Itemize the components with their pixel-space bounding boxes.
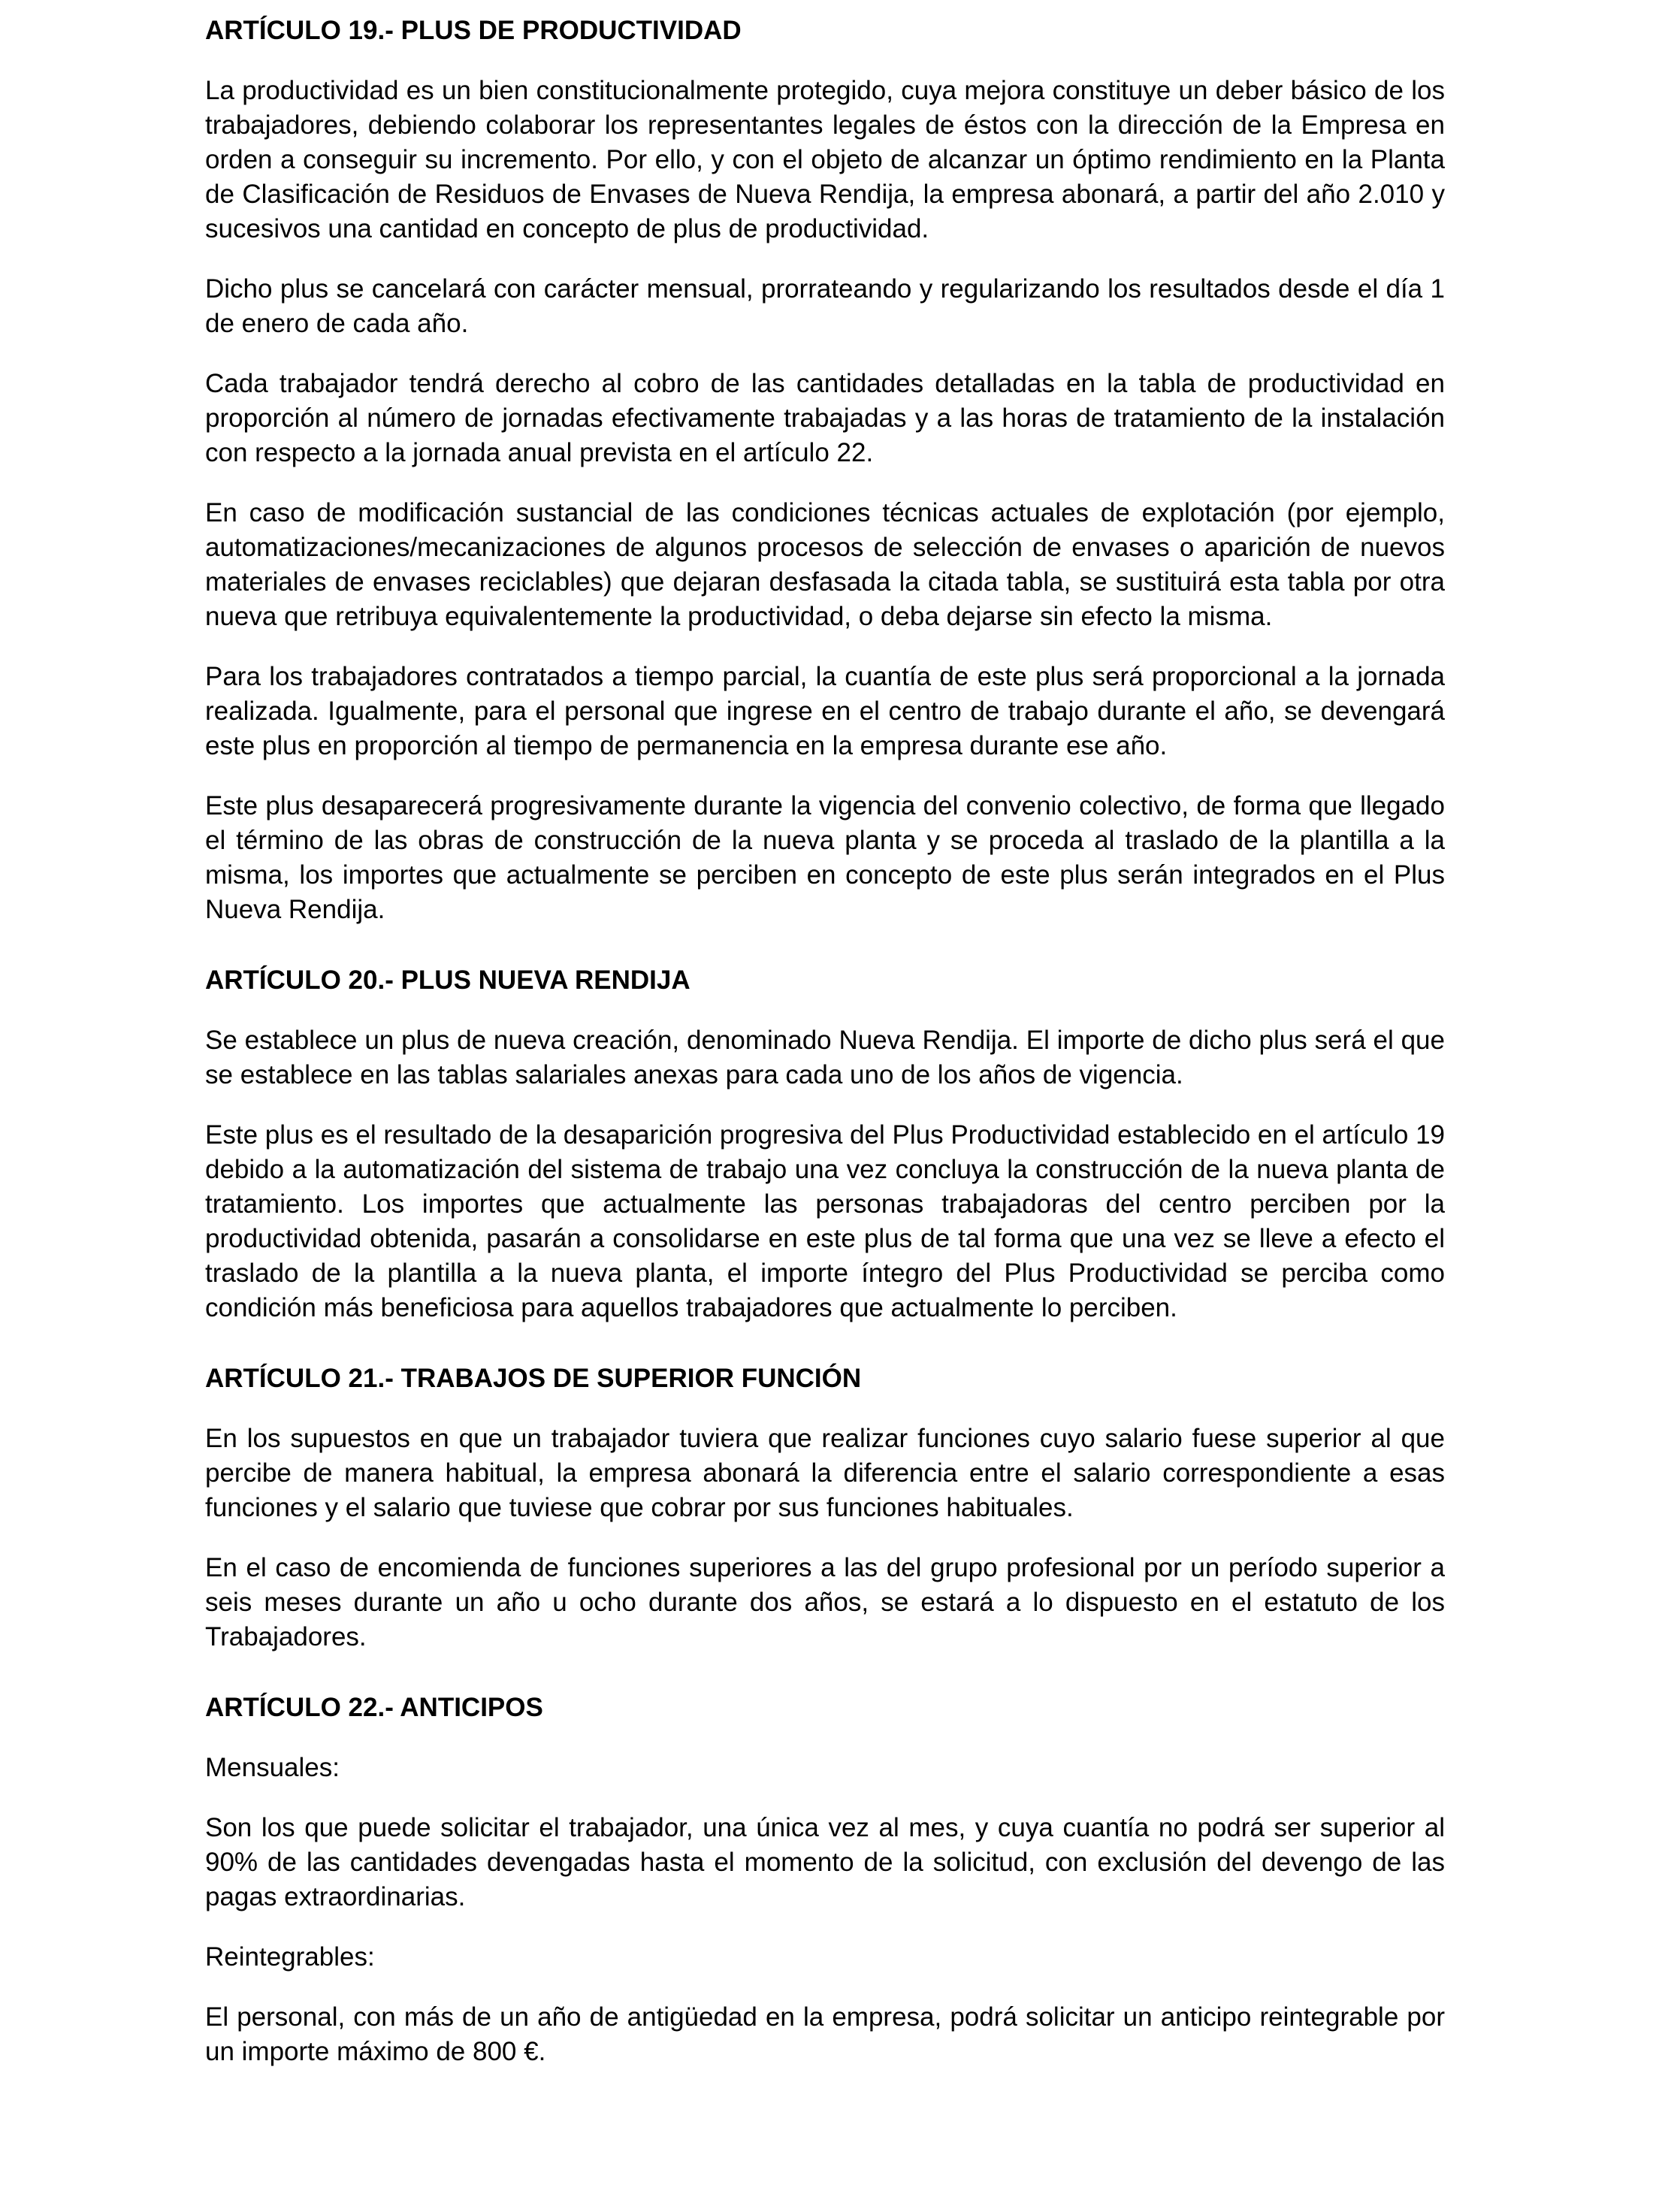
paragraph: Reintegrables:: [205, 1942, 375, 1972]
paragraph: En el caso de encomienda de funciones superiores a las del grupo profesional por un período superior a seis meses durante un año u ocho durante dos años, se estará a lo dispuesto en el estatuto de los Trabajadores.: [205, 1553, 1445, 1651]
article-heading: ARTÍCULO 21.- TRABAJOS DE SUPERIOR FUNCIÓN: [205, 1364, 862, 1393]
paragraph: El personal, con más de un año de antigüedad en la empresa, podrá solicitar un anticipo reintegrable por un importe máximo de 800 €.: [205, 2002, 1445, 2066]
paragraph: Se establece un plus de nueva creación, denominado Nueva Rendija. El importe de dicho plus será el que se establece en las tablas salariales anexas para cada uno de los años de vigencia.: [205, 1026, 1445, 1089]
paragraph: Dicho plus se cancelará con carácter mensual, prorrateando y regularizando los resultados desde el día 1 de enero de cada año.: [205, 274, 1445, 338]
paragraph: Este plus desaparecerá progresivamente durante la vigencia del convenio colectivo, de forma que llegado el término de las obras de construcción de la nueva planta y se proceda al traslado de la plantilla a la misma, los importes que actualmente se perciben en concepto de este plus serán integrados en el Plus Nueva Rendija.: [205, 791, 1445, 924]
article-heading: ARTÍCULO 22.- ANTICIPOS: [205, 1693, 543, 1722]
paragraph: Cada trabajador tendrá derecho al cobro de las cantidades detalladas en la tabla de productividad en proporción al número de jornadas efectivamente trabajadas y a las horas de tratamiento de la instalación con respecto a la jornada anual prevista en el artículo 22.: [205, 369, 1445, 467]
paragraph: Para los trabajadores contratados a tiempo parcial, la cuantía de este plus será proporcional a la jornada realizada. Igualmente, para el personal que ingrese en el centro de trabajo durante el año, se devengará este plus en proporción al tiempo de permanencia en la empresa durante ese año.: [205, 662, 1445, 760]
paragraph: Este plus es el resultado de la desaparición progresiva del Plus Productividad establecido en el artículo 19 debido a la automatización del sistema de trabajo una vez concluya la construcción de la nueva planta de tratamiento. Los importes que actualmente las personas trabajadoras del centro perciben por la productividad obtenida, pasarán a consolidarse en este plus de tal forma que una vez se lleve a efecto el traslado de la plantilla a la nueva planta, el importe íntegro del Plus Productividad se perciba como condición más beneficiosa para aquellos trabajadores que actualmente lo perciben.: [205, 1120, 1445, 1322]
paragraph: Son los que puede solicitar el trabajador, una única vez al mes, y cuya cuantía no podrá ser superior al 90% de las cantidades devengadas hasta el momento de la solicitud, con exclusión del devengo de las pagas extraordinarias.: [205, 1813, 1445, 1911]
paragraph: Mensuales:: [205, 1753, 340, 1782]
article-heading: ARTÍCULO 19.- PLUS DE PRODUCTIVIDAD: [205, 16, 742, 45]
article-heading: ARTÍCULO 20.- PLUS NUEVA RENDIJA: [205, 965, 691, 995]
paragraph: La productividad es un bien constitucionalmente protegido, cuya mejora constituye un deber básico de los trabajadores, debiendo colaborar los representantes legales de éstos con la dirección de la Empresa en orden a conseguir su incremento. Por ello, y con el objeto de alcanzar un óptimo rendimiento en la Planta de Clasificación de Residuos de Envases de Nueva Rendija, la empresa abonará, a partir del año 2.010 y sucesivos una cantidad en concepto de plus de productividad.: [205, 76, 1445, 243]
paragraph: En caso de modificación sustancial de las condiciones técnicas actuales de explotación (por ejemplo, automatizaciones/mecanizaciones de algunos procesos de selección de envases o aparición de nuevos materiales de envases reciclables) que dejaran desfasada la citada tabla, se sustituirá esta tabla por otra nueva que retribuya equivalentemente la productividad, o deba dejarse sin efecto la misma.: [205, 498, 1445, 631]
paragraph: En los supuestos en que un trabajador tuviera que realizar funciones cuyo salario fuese superior al que percibe de manera habitual, la empresa abonará la diferencia entre el salario correspondiente a esas funciones y el salario que tuviese que cobrar por sus funciones habituales.: [205, 1424, 1445, 1522]
